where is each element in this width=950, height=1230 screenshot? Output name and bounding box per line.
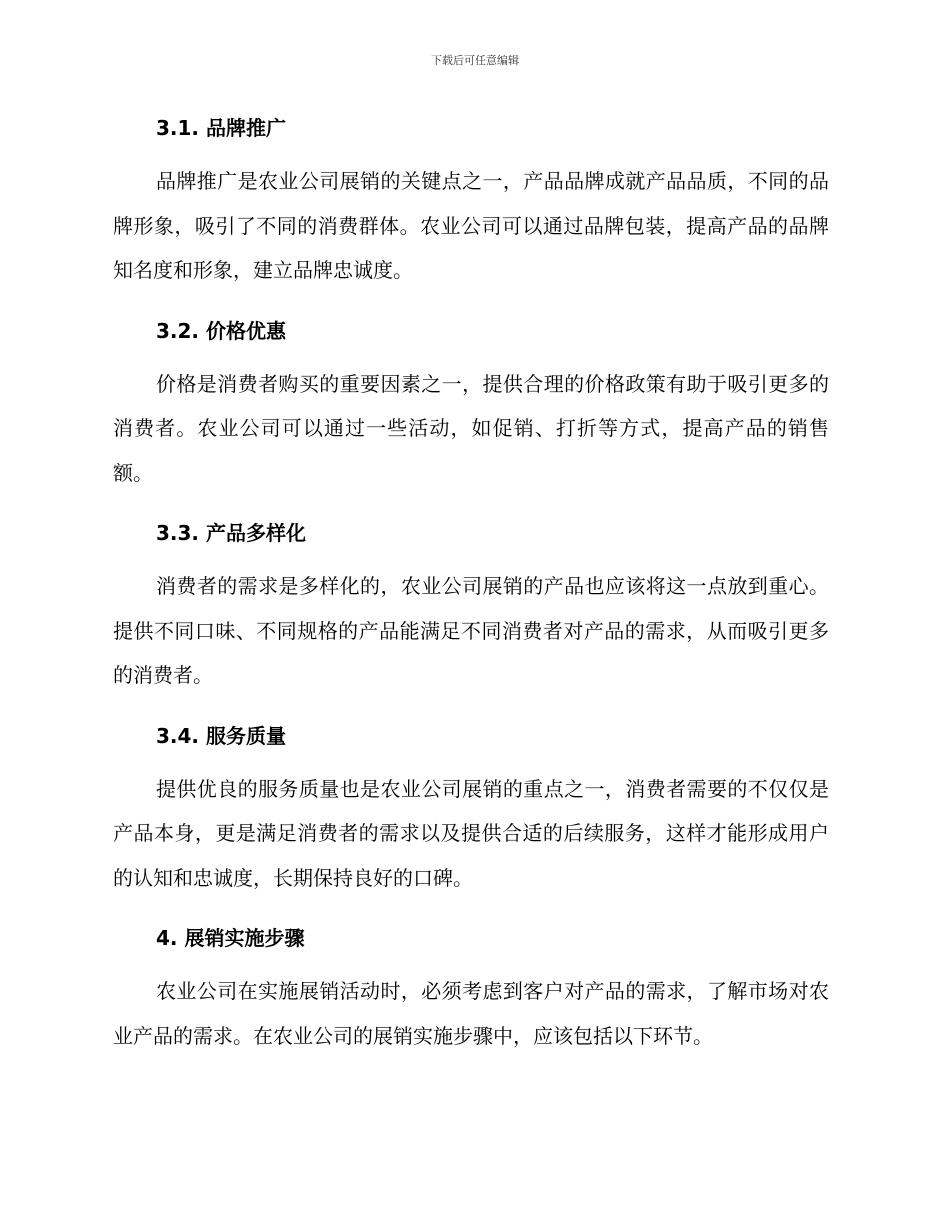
section-heading: 4. 展销实施步骤 <box>156 926 305 950</box>
section-price-discount <box>113 309 829 496</box>
section-brand-promotion <box>113 106 829 293</box>
section-product-diversity <box>113 511 829 698</box>
section-paragraph: 品牌推广是农业公司展销的关键点之一，产品品牌成就产品品质，不同的品牌形象，吸引了不同的消费群体。农业公司可以通过品牌包装，提高产品的品牌知名度和形象，建立品牌忠诚度。 <box>113 169 829 282</box>
section-paragraph: 价格是消费者购买的重要因素之一，提供合理的价格政策有助于吸引更多的消费者。农业公司可以通过一些活动，如促销、打折等方式，提高产品的销售额。 <box>113 371 829 485</box>
section-paragraph: 提供优良的服务质量也是农业公司展销的重点之一，消费者需要的不仅仅是产品本身，更是满足消费者的需求以及提供合适的后续服务，这样才能形成用户的认知和忠诚度，长期保持良好的口碑。 <box>113 776 829 890</box>
section-heading: 3.3. 产品多样化 <box>156 521 306 545</box>
section-heading: 3.1. 品牌推广 <box>156 116 286 140</box>
section-service-quality <box>113 714 829 901</box>
section-paragraph: 消费者的需求是多样化的，农业公司展销的产品也应该将这一点放到重心。提供不同口味、不同规格的产品能满足不同消费者对产品的需求，从而吸引更多的消费者。 <box>113 574 829 687</box>
document-content <box>113 106 829 1074</box>
section-heading: 3.4. 服务质量 <box>156 723 286 748</box>
header-note: 下载后可任意编辑 <box>431 54 519 67</box>
section-paragraph: 农业公司在实施展销活动时，必须考虑到客户对产品的需求，了解市场对农业产品的需求。在农业公司的展销实施步骤中，应该包括以下环节。 <box>113 979 829 1048</box>
section-exhibition-steps <box>113 916 829 1058</box>
section-heading: 3.2. 价格优惠 <box>156 318 286 343</box>
